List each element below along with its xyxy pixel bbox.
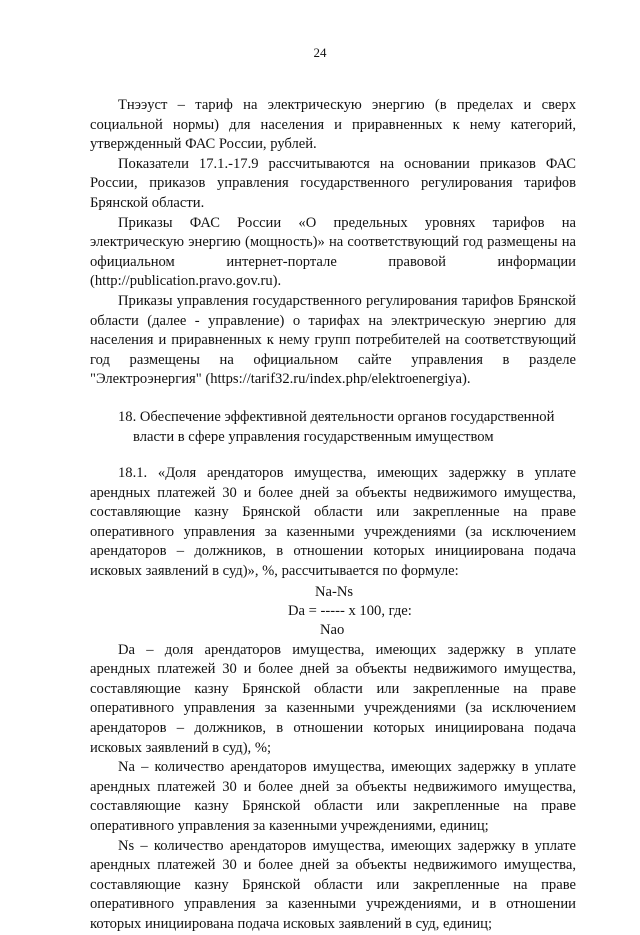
paragraph-fas-orders: Приказы ФАС России «О предельных уровнях тарифов на электрическую энергию (мощность)» на соответствующий год размещены на официальном интернет-портале правовой информации (http://publication.pravo.gov.ru). [90, 214, 576, 290]
definition-ns: Ns – количество арендаторов имущества, имеющих задержку в уплате арендных платежей 30 и более дней за объекты недвижимого имущества, составляющие казну Брянской области или закрепленные на праве оперативного управления за казенными учреждениями, и в отношении которых инициирована подача исковых заявлений в суд, единиц; [90, 837, 576, 932]
definition-da: Da – доля арендаторов имущества, имеющих задержку в уплате арендных платежей 30 и более дней за объекты недвижимого имущества, составляющие казну Брянской области или закрепленные на праве оперативного управления за казенными учреждениями (за исключением арендаторов – должников, в отношении которых инициирована подача исковых заявлений в суд), %; [90, 641, 576, 756]
paragraph-indicators-basis: Показатели 17.1.-17.9 рассчитываются на основании приказов ФАС России, приказов управления государственного регулирования тарифов Брянской области. [90, 155, 576, 211]
formula-denominator: Nao [320, 621, 345, 638]
section-heading-line-1: 18. Обеспечение эффективной деятельности органов государственной [118, 408, 555, 425]
document-body [90, 96, 576, 935]
section-heading-18 [90, 408, 576, 447]
formula-da [90, 583, 576, 640]
section-heading-line-2: власти в сфере управления государственным имуществом [133, 428, 494, 445]
page-number: 24 [313, 45, 327, 60]
paragraph-regional-orders: Приказы управления государственного регулирования тарифов Брянской области (далее - управление) о тарифах на электрическую энергию для населения и приравненных к нему групп потребителей на соответствующий год размещены на официальном сайте управления в разделе "Электроэнергия" (https://tarif32.ru/index.php/elektroenergiya). [90, 292, 576, 388]
definition-na: Na – количество арендаторов имущества, имеющих задержку в уплате арендных платежей 30 и более дней за объекты недвижимого имущества, составляющие казну Брянской области или закрепленные на праве оперативного управления за казенными учреждениями, единиц; [90, 759, 576, 834]
formula-numerator: Na-Ns [315, 583, 354, 600]
paragraph-tariff-definition: Тнээуст – тариф на электрическую энергию (в пределах и сверх социальной нормы) для населения и приравненных к нему категорий, утвержденный ФАС России, рублей. [90, 97, 576, 153]
formula-main-line: Da = ----- х 100, где: [288, 602, 412, 619]
paragraph-18-1: 18.1. «Доля арендаторов имущества, имеющих задержку в уплате арендных платежей 30 и более дней за объекты недвижимого имущества, составляющие казну Брянской области или закрепленные на праве оперативного управления за казенными учреждениями (за исключением арендаторов – должников, в отношении которых инициирована подача исковых заявлений в суд)», %, рассчитывается по формуле: [90, 465, 576, 580]
